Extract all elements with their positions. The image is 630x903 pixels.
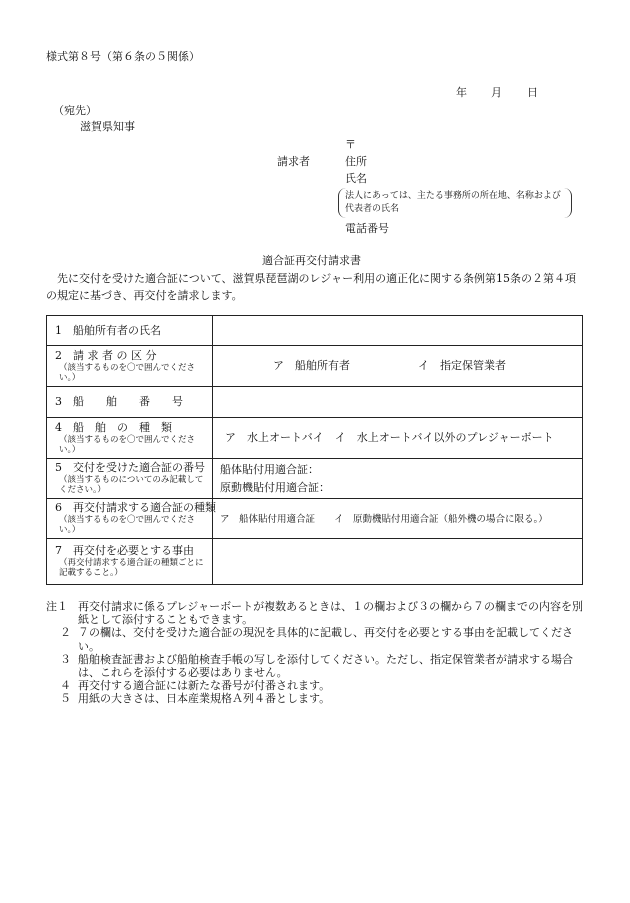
requester-label: 請求者: [277, 155, 310, 168]
table-row: [47, 418, 583, 459]
table-row: [47, 387, 583, 418]
row6-label: 6 再交付請求する適合証の種類 （該当するものを〇で囲んでください。）: [47, 499, 213, 539]
note-item: ４ 再交付する適合証には新たな番号が付番されます。: [60, 679, 331, 693]
row3-value[interactable]: [213, 387, 583, 418]
row2-label: 2 請 求 者 の 区 分 （該当するものを〇で囲んでください。）: [47, 346, 213, 387]
certificate-type-options[interactable]: ア 船体貼付用適合証 イ 原動機貼付用適合証（船外機の場合に限る。）: [220, 513, 548, 525]
row4-label: 4 船 舶 の 種 類 （該当するものを〇で囲んでください。）: [47, 418, 213, 459]
row1-label: 1 船舶所有者の氏名: [47, 316, 213, 346]
address-label: 住所: [345, 155, 367, 168]
row4-value[interactable]: [213, 418, 583, 459]
name-label: 氏名: [345, 172, 367, 185]
date-year-label: 年: [456, 86, 467, 99]
postal-mark: 〒: [345, 138, 356, 151]
form-number: 様式第８号（第６条の５関係）: [46, 50, 200, 63]
row5-value[interactable]: [213, 459, 583, 499]
row5-label: 5 交付を受けた適合証の番号 （該当するものについてのみ記載してください。）: [47, 459, 213, 499]
request-form-table: [46, 315, 583, 585]
row2-value[interactable]: [213, 346, 583, 387]
hull-certificate-number[interactable]: 船体貼付用適合証：: [220, 463, 319, 477]
table-row: [47, 346, 583, 387]
table-row: [47, 539, 583, 585]
phone-label: 電話番号: [345, 222, 389, 235]
addressee-name: 滋賀県知事: [80, 120, 135, 133]
notes-section: [46, 600, 586, 706]
date-day-label: 日: [527, 86, 538, 99]
note-item: ５ 用紙の大きさは、日本産業規格Ａ列４番とします。: [60, 692, 331, 706]
document-title: 適合証再交付請求書: [262, 254, 361, 267]
boat-type-options[interactable]: ア 水上オートバイ イ 水上オートバイ以外のプレジャーボート: [225, 431, 554, 445]
engine-certificate-number[interactable]: 原動機貼付用適合証：: [220, 480, 330, 494]
addressee-prefix: （宛先）: [53, 104, 97, 117]
row7-value[interactable]: [213, 539, 583, 585]
request-statement: 先に交付を受けた適合証について、滋賀県琵琶湖のレジャー利用の適正化に関する条例第15条の２第４項の規定に基づき、再交付を請求します。: [46, 272, 577, 302]
note-item: 注１ 再交付請求に係るプレジャーボートが複数あるときは、１の欄および３の欄から７の欄までの内容を別紙として添付することもできます。: [46, 600, 584, 627]
date-month-label: 月: [491, 86, 502, 99]
table-row: [47, 459, 583, 499]
row7-label: 7 再交付を必要とする事由 （再交付請求する適合証の種類ごとに記載すること。）: [47, 539, 213, 585]
row1-value[interactable]: [213, 316, 583, 346]
row6-value[interactable]: [213, 499, 583, 539]
table-row: [47, 316, 583, 346]
row3-label: 3 船 舶 番 号: [47, 387, 213, 418]
corporate-note: 法人にあっては、主たる事務所の所在地、名称および代表者の氏名: [345, 191, 561, 215]
table-row: [47, 499, 583, 539]
option-storage-operator[interactable]: イ 指定保管業者: [418, 359, 506, 373]
note-item: ３ 船舶検査証書および船舶検査手帳の写しを添付してください。ただし、指定保管業者が請求する場合は、これらを添付する必要はありません。: [60, 652, 573, 679]
note-item: ２ ７の欄は、交付を受けた適合証の現況を具体的に記載し、再交付を必要とする事由を記載してください。: [60, 626, 573, 653]
option-ship-owner[interactable]: ア 船舶所有者: [273, 359, 350, 373]
